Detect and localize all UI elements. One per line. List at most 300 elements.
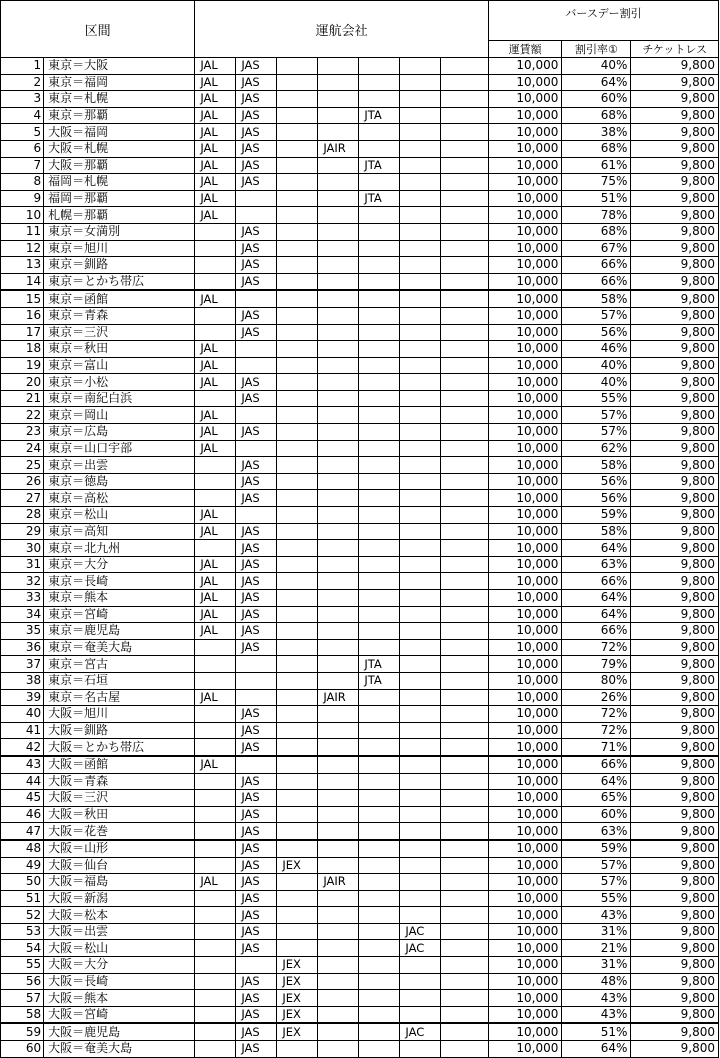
carrier-cell bbox=[359, 407, 400, 424]
carrier-cell bbox=[277, 689, 318, 706]
fare-cell: 10,000 bbox=[488, 722, 561, 739]
carrier-cell bbox=[359, 1041, 400, 1058]
carrier-cell: JAC bbox=[400, 923, 441, 940]
route-cell: 東京＝三沢 bbox=[44, 324, 195, 341]
carrier-cell bbox=[359, 973, 400, 990]
rate-cell: 55% bbox=[562, 390, 631, 407]
table-row bbox=[1, 923, 719, 940]
carrier-cell bbox=[359, 806, 400, 823]
fare-cell: 10,000 bbox=[488, 1041, 561, 1058]
carrier-cell bbox=[277, 240, 318, 257]
table-row bbox=[1, 606, 719, 623]
ticketless-cell: 9,800 bbox=[631, 907, 719, 924]
carrier-cell bbox=[359, 324, 400, 341]
ticketless-cell: 9,800 bbox=[631, 823, 719, 840]
carrier-cell bbox=[359, 240, 400, 257]
carrier-cell bbox=[277, 706, 318, 723]
carrier-cell bbox=[400, 990, 441, 1007]
row-number: 48 bbox=[1, 840, 44, 857]
rate-cell: 43% bbox=[562, 1006, 631, 1023]
table-row bbox=[1, 722, 719, 739]
rate-cell: 43% bbox=[562, 990, 631, 1007]
row-number: 60 bbox=[1, 1041, 44, 1058]
rate-cell: 57% bbox=[562, 307, 631, 324]
carrier-cell bbox=[441, 706, 489, 723]
ticketless-cell: 9,800 bbox=[631, 1041, 719, 1058]
fare-cell: 10,000 bbox=[488, 840, 561, 857]
fare-cell: 10,000 bbox=[488, 639, 561, 656]
carrier-cell bbox=[277, 556, 318, 573]
ticketless-cell: 9,800 bbox=[631, 739, 719, 756]
row-number: 40 bbox=[1, 706, 44, 723]
fare-cell: 10,000 bbox=[488, 157, 561, 174]
carrier-cell bbox=[359, 341, 400, 358]
rate-cell: 56% bbox=[562, 473, 631, 490]
carrier-cell bbox=[359, 207, 400, 224]
carrier-cell bbox=[277, 223, 318, 240]
rate-cell: 31% bbox=[562, 923, 631, 940]
carrier-cell bbox=[441, 407, 489, 424]
carrier-cell: JAS bbox=[236, 623, 277, 640]
carrier-cell bbox=[277, 1041, 318, 1058]
carrier-cell: JAL bbox=[195, 124, 236, 141]
route-cell: 大阪＝奄美大島 bbox=[44, 1041, 195, 1058]
carrier-cell bbox=[318, 672, 359, 689]
carrier-cell bbox=[318, 424, 359, 441]
row-number: 29 bbox=[1, 523, 44, 540]
table-row bbox=[1, 124, 719, 141]
table-row bbox=[1, 773, 719, 790]
route-cell: 東京＝女満別 bbox=[44, 223, 195, 240]
carrier-cell bbox=[359, 174, 400, 191]
carrier-cell bbox=[195, 890, 236, 907]
carrier-cell bbox=[441, 324, 489, 341]
ticketless-cell: 9,800 bbox=[631, 606, 719, 623]
ticketless-cell: 9,800 bbox=[631, 424, 719, 441]
carrier-cell bbox=[359, 773, 400, 790]
carrier-cell bbox=[359, 739, 400, 756]
carrier-cell bbox=[318, 157, 359, 174]
carrier-cell bbox=[441, 623, 489, 640]
carrier-cell bbox=[441, 58, 489, 75]
route-cell: 東京＝高松 bbox=[44, 490, 195, 507]
row-number: 54 bbox=[1, 940, 44, 957]
carrier-cell bbox=[441, 157, 489, 174]
carrier-cell bbox=[318, 806, 359, 823]
carrier-cell: JAS bbox=[236, 324, 277, 341]
carrier-cell bbox=[400, 58, 441, 75]
carrier-cell: JEX bbox=[277, 857, 318, 874]
carrier-cell bbox=[400, 623, 441, 640]
carrier-cell bbox=[359, 907, 400, 924]
carrier-cell bbox=[359, 490, 400, 507]
carrier-cell: JAL bbox=[195, 190, 236, 207]
carrier-cell bbox=[400, 157, 441, 174]
carrier-cell bbox=[318, 91, 359, 108]
carrier-cell bbox=[277, 58, 318, 75]
route-cell: 東京＝小松 bbox=[44, 374, 195, 391]
carrier-cell bbox=[277, 107, 318, 124]
carrier-cell: JAL bbox=[195, 107, 236, 124]
carrier-cell bbox=[359, 957, 400, 974]
rate-cell: 55% bbox=[562, 890, 631, 907]
ticketless-cell: 9,800 bbox=[631, 341, 719, 358]
carrier-cell bbox=[318, 756, 359, 773]
carrier-cell: JAL bbox=[195, 357, 236, 374]
carrier-cell: JAS bbox=[236, 140, 277, 157]
fare-cell: 10,000 bbox=[488, 374, 561, 391]
carrier-cell bbox=[195, 790, 236, 807]
carrier-cell bbox=[359, 74, 400, 91]
ticketless-cell: 9,800 bbox=[631, 923, 719, 940]
rate-cell: 57% bbox=[562, 407, 631, 424]
carrier-cell bbox=[236, 341, 277, 358]
ticketless-cell: 9,800 bbox=[631, 74, 719, 91]
carrier-cell bbox=[277, 590, 318, 607]
carrier-cell bbox=[359, 556, 400, 573]
rate-cell: 64% bbox=[562, 606, 631, 623]
carrier-cell: JAS bbox=[236, 374, 277, 391]
carrier-cell bbox=[441, 790, 489, 807]
fare-cell: 10,000 bbox=[488, 490, 561, 507]
carrier-cell bbox=[400, 1006, 441, 1023]
carrier-cell bbox=[318, 390, 359, 407]
carrier-cell: JAS bbox=[236, 257, 277, 274]
table-row bbox=[1, 190, 719, 207]
rate-cell: 64% bbox=[562, 1041, 631, 1058]
ticketless-cell: 9,800 bbox=[631, 857, 719, 874]
route-cell: 東京＝大阪 bbox=[44, 58, 195, 75]
ticketless-cell: 9,800 bbox=[631, 773, 719, 790]
carrier-cell bbox=[359, 507, 400, 524]
carrier-cell bbox=[400, 823, 441, 840]
carrier-cell bbox=[400, 223, 441, 240]
table-row bbox=[1, 390, 719, 407]
row-number: 38 bbox=[1, 672, 44, 689]
carrier-cell: JAS bbox=[236, 556, 277, 573]
carrier-cell bbox=[277, 540, 318, 557]
carrier-cell bbox=[359, 124, 400, 141]
fare-cell: 10,000 bbox=[488, 457, 561, 474]
rate-cell: 64% bbox=[562, 540, 631, 557]
route-cell: 東京＝広島 bbox=[44, 424, 195, 441]
rate-cell: 63% bbox=[562, 556, 631, 573]
carrier-cell bbox=[236, 672, 277, 689]
fare-cell: 10,000 bbox=[488, 806, 561, 823]
carrier-cell bbox=[195, 390, 236, 407]
carrier-cell bbox=[441, 207, 489, 224]
row-number: 5 bbox=[1, 124, 44, 141]
fare-cell: 10,000 bbox=[488, 773, 561, 790]
carrier-cell bbox=[441, 773, 489, 790]
carrier-cell bbox=[400, 907, 441, 924]
carrier-cell bbox=[318, 341, 359, 358]
table-row bbox=[1, 823, 719, 840]
carrier-cell bbox=[359, 357, 400, 374]
carrier-cell: JAL bbox=[195, 157, 236, 174]
carrier-cell bbox=[400, 473, 441, 490]
route-cell: 東京＝高知 bbox=[44, 523, 195, 540]
carrier-cell: JAIR bbox=[318, 140, 359, 157]
carrier-cell bbox=[441, 240, 489, 257]
carrier-cell bbox=[318, 523, 359, 540]
carrier-cell bbox=[236, 756, 277, 773]
fare-cell: 10,000 bbox=[488, 440, 561, 457]
carrier-cell bbox=[318, 907, 359, 924]
row-number: 57 bbox=[1, 990, 44, 1007]
carrier-cell bbox=[318, 590, 359, 607]
table-row bbox=[1, 556, 719, 573]
fare-cell: 10,000 bbox=[488, 940, 561, 957]
table-row bbox=[1, 273, 719, 290]
carrier-cell bbox=[318, 457, 359, 474]
table-row bbox=[1, 656, 719, 673]
carrier-cell bbox=[277, 324, 318, 341]
carrier-cell: JAS bbox=[236, 706, 277, 723]
carrier-cell bbox=[441, 374, 489, 391]
carrier-cell bbox=[318, 374, 359, 391]
carrier-cell bbox=[441, 523, 489, 540]
ticketless-cell: 9,800 bbox=[631, 556, 719, 573]
carrier-cell bbox=[277, 357, 318, 374]
route-cell: 東京＝富山 bbox=[44, 357, 195, 374]
carrier-cell bbox=[400, 424, 441, 441]
table-row bbox=[1, 157, 719, 174]
route-cell: 大阪＝大分 bbox=[44, 957, 195, 974]
fare-cell: 10,000 bbox=[488, 523, 561, 540]
carrier-cell: JAC bbox=[400, 1023, 441, 1040]
carrier-cell bbox=[277, 174, 318, 191]
table-row bbox=[1, 490, 719, 507]
route-cell: 東京＝宮崎 bbox=[44, 606, 195, 623]
carrier-cell bbox=[195, 823, 236, 840]
table-row bbox=[1, 74, 719, 91]
carrier-cell bbox=[236, 290, 277, 307]
fare-cell: 10,000 bbox=[488, 341, 561, 358]
carrier-cell bbox=[318, 507, 359, 524]
carrier-cell bbox=[195, 940, 236, 957]
carrier-cell bbox=[441, 957, 489, 974]
fare-cell: 10,000 bbox=[488, 473, 561, 490]
carrier-cell: JAL bbox=[195, 689, 236, 706]
row-number: 15 bbox=[1, 290, 44, 307]
carrier-cell bbox=[441, 874, 489, 891]
carrier-cell: JAL bbox=[195, 290, 236, 307]
rate-cell: 72% bbox=[562, 706, 631, 723]
ticketless-cell: 9,800 bbox=[631, 790, 719, 807]
ticketless-cell: 9,800 bbox=[631, 223, 719, 240]
route-cell: 大阪＝とかち帯広 bbox=[44, 739, 195, 756]
carrier-cell: JAS bbox=[236, 606, 277, 623]
carrier-cell bbox=[441, 140, 489, 157]
row-number: 31 bbox=[1, 556, 44, 573]
carrier-cell bbox=[318, 407, 359, 424]
row-number: 59 bbox=[1, 1023, 44, 1040]
fare-cell: 10,000 bbox=[488, 140, 561, 157]
route-cell: 大阪＝松山 bbox=[44, 940, 195, 957]
carrier-cell bbox=[277, 722, 318, 739]
carrier-cell bbox=[400, 874, 441, 891]
fare-cell: 10,000 bbox=[488, 91, 561, 108]
carrier-cell bbox=[318, 74, 359, 91]
ticketless-cell: 9,800 bbox=[631, 523, 719, 540]
carrier-cell bbox=[400, 324, 441, 341]
carrier-cell bbox=[441, 424, 489, 441]
carrier-cell bbox=[441, 689, 489, 706]
carrier-cell bbox=[195, 1041, 236, 1058]
carrier-cell bbox=[318, 840, 359, 857]
carrier-cell bbox=[359, 840, 400, 857]
carrier-cell bbox=[359, 58, 400, 75]
ticketless-cell: 9,800 bbox=[631, 91, 719, 108]
fare-cell: 10,000 bbox=[488, 1023, 561, 1040]
row-number: 51 bbox=[1, 890, 44, 907]
ticketless-cell: 9,800 bbox=[631, 390, 719, 407]
table-row bbox=[1, 207, 719, 224]
row-number: 32 bbox=[1, 573, 44, 590]
carrier-cell bbox=[277, 190, 318, 207]
route-cell: 大阪＝熊本 bbox=[44, 990, 195, 1007]
fare-cell: 10,000 bbox=[488, 923, 561, 940]
carrier-cell bbox=[277, 374, 318, 391]
ticketless-cell: 9,800 bbox=[631, 257, 719, 274]
carrier-cell bbox=[318, 656, 359, 673]
fare-cell: 10,000 bbox=[488, 207, 561, 224]
carrier-cell bbox=[277, 490, 318, 507]
carrier-cell: JAL bbox=[195, 440, 236, 457]
route-cell: 東京＝南紀白浜 bbox=[44, 390, 195, 407]
carrier-cell bbox=[318, 540, 359, 557]
ticketless-cell: 9,800 bbox=[631, 940, 719, 957]
route-cell: 福岡＝那覇 bbox=[44, 190, 195, 207]
carrier-cell bbox=[400, 240, 441, 257]
carrier-cell: JAS bbox=[236, 907, 277, 924]
rate-cell: 66% bbox=[562, 623, 631, 640]
carrier-cell: JAS bbox=[236, 424, 277, 441]
carrier-cell bbox=[400, 556, 441, 573]
table-row bbox=[1, 874, 719, 891]
carrier-cell: JAS bbox=[236, 990, 277, 1007]
carrier-cell bbox=[236, 207, 277, 224]
carrier-cell bbox=[359, 890, 400, 907]
carrier-cell bbox=[400, 973, 441, 990]
carrier-cell bbox=[441, 357, 489, 374]
row-number: 10 bbox=[1, 207, 44, 224]
carrier-cell bbox=[400, 341, 441, 358]
row-number: 16 bbox=[1, 307, 44, 324]
carrier-cell bbox=[441, 590, 489, 607]
route-cell: 東京＝釧路 bbox=[44, 257, 195, 274]
rate-cell: 66% bbox=[562, 756, 631, 773]
carrier-cell bbox=[318, 324, 359, 341]
route-cell: 東京＝鹿児島 bbox=[44, 623, 195, 640]
carrier-cell bbox=[318, 1006, 359, 1023]
route-cell: 東京＝石垣 bbox=[44, 672, 195, 689]
carrier-cell: JAS bbox=[236, 58, 277, 75]
carrier-cell bbox=[277, 739, 318, 756]
row-number: 7 bbox=[1, 157, 44, 174]
carrier-cell: JAS bbox=[236, 457, 277, 474]
route-cell: 東京＝山口宇部 bbox=[44, 440, 195, 457]
carrier-cell bbox=[400, 174, 441, 191]
carrier-cell bbox=[441, 174, 489, 191]
row-number: 39 bbox=[1, 689, 44, 706]
carrier-cell bbox=[277, 756, 318, 773]
carrier-cell bbox=[195, 324, 236, 341]
carrier-cell bbox=[400, 124, 441, 141]
row-number: 58 bbox=[1, 1006, 44, 1023]
carrier-cell bbox=[400, 357, 441, 374]
rate-cell: 46% bbox=[562, 341, 631, 358]
fare-cell: 10,000 bbox=[488, 1006, 561, 1023]
rate-cell: 79% bbox=[562, 656, 631, 673]
carrier-cell bbox=[277, 923, 318, 940]
carrier-cell bbox=[195, 656, 236, 673]
table-body bbox=[1, 58, 719, 1058]
row-number: 4 bbox=[1, 107, 44, 124]
carrier-cell bbox=[441, 907, 489, 924]
route-cell: 東京＝徳島 bbox=[44, 473, 195, 490]
ticketless-cell: 9,800 bbox=[631, 507, 719, 524]
carrier-cell: JAL bbox=[195, 74, 236, 91]
carrier-cell bbox=[318, 990, 359, 1007]
ticketless-cell: 9,800 bbox=[631, 639, 719, 656]
row-number: 52 bbox=[1, 907, 44, 924]
carrier-cell bbox=[318, 190, 359, 207]
rate-cell: 72% bbox=[562, 639, 631, 656]
carrier-cell bbox=[359, 689, 400, 706]
carrier-cell: JTA bbox=[359, 157, 400, 174]
route-cell: 大阪＝旭川 bbox=[44, 706, 195, 723]
row-number: 13 bbox=[1, 257, 44, 274]
route-cell: 大阪＝釧路 bbox=[44, 722, 195, 739]
rate-cell: 58% bbox=[562, 290, 631, 307]
carrier-cell: JAS bbox=[236, 590, 277, 607]
carrier-cell bbox=[195, 739, 236, 756]
fare-cell: 10,000 bbox=[488, 672, 561, 689]
route-cell: 大阪＝福岡 bbox=[44, 124, 195, 141]
carrier-cell: JAS bbox=[236, 107, 277, 124]
carrier-cell bbox=[441, 806, 489, 823]
row-number: 46 bbox=[1, 806, 44, 823]
carrier-cell bbox=[195, 957, 236, 974]
carrier-cell bbox=[400, 957, 441, 974]
carrier-cell bbox=[195, 1023, 236, 1040]
carrier-cell bbox=[400, 790, 441, 807]
carrier-cell: JAL bbox=[195, 140, 236, 157]
fare-cell: 10,000 bbox=[488, 739, 561, 756]
carrier-cell: JAL bbox=[195, 374, 236, 391]
rate-cell: 72% bbox=[562, 722, 631, 739]
row-number: 33 bbox=[1, 590, 44, 607]
carrier-cell bbox=[441, 490, 489, 507]
carrier-cell: JAS bbox=[236, 1023, 277, 1040]
row-number: 37 bbox=[1, 656, 44, 673]
carrier-cell bbox=[359, 706, 400, 723]
route-cell: 大阪＝秋田 bbox=[44, 806, 195, 823]
carrier-cell: JAS bbox=[236, 790, 277, 807]
row-number: 53 bbox=[1, 923, 44, 940]
ticketless-cell: 9,800 bbox=[631, 273, 719, 290]
carrier-cell: JAS bbox=[236, 639, 277, 656]
row-number: 19 bbox=[1, 357, 44, 374]
carrier-cell bbox=[359, 756, 400, 773]
ticketless-cell: 9,800 bbox=[631, 540, 719, 557]
fare-cell: 10,000 bbox=[488, 556, 561, 573]
carrier-cell bbox=[441, 440, 489, 457]
row-number: 14 bbox=[1, 273, 44, 290]
row-number: 45 bbox=[1, 790, 44, 807]
